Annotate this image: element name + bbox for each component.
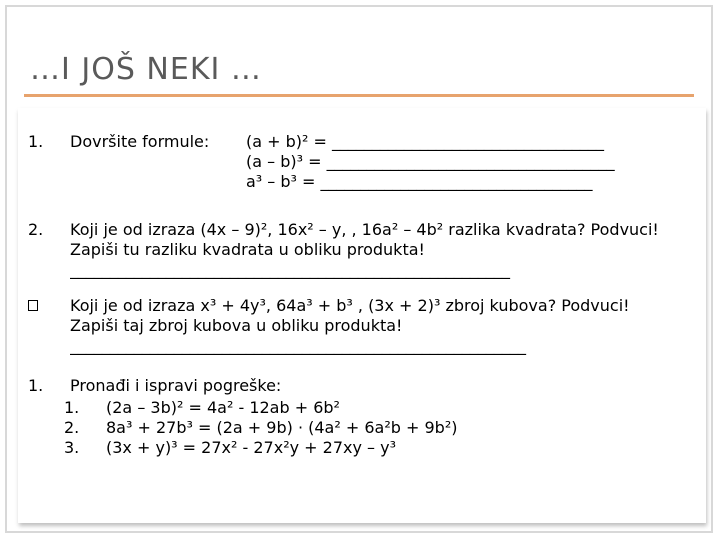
item-number: 1. — [28, 376, 44, 395]
item-body — [70, 296, 700, 356]
task-item-1 — [18, 132, 706, 202]
formula-list — [246, 132, 615, 192]
formula-line: a³ – b³ = __________________________________ — [246, 172, 593, 191]
sub-text: (3x + y)³ = 27x² - 27x²y + 27xy – y³ — [106, 438, 396, 457]
item-text: Zapiši taj zbroj kubova u obliku produkta! — [70, 316, 403, 335]
box-icon — [28, 300, 38, 311]
list-item — [64, 418, 700, 438]
error-list — [64, 398, 700, 458]
formula-line: (a + b)² = __________________________________ — [246, 132, 605, 151]
item-text: Pronađi i ispravi pogreške: — [70, 376, 282, 395]
sub-text: (2a – 3b)² = 4a² - 12ab + 6b² — [106, 398, 340, 417]
item-body — [70, 220, 700, 280]
title-underline — [24, 94, 694, 97]
item-bullet — [28, 296, 58, 316]
content-panel — [18, 108, 706, 523]
sub-text: 8a³ + 27b³ = (2a + 9b) · (4a² + 6a²b + 9b²) — [106, 418, 458, 437]
sub-number: 1. — [64, 398, 80, 417]
sub-number: 2. — [64, 418, 80, 437]
slide-title: …I JOŠ NEKI … — [30, 52, 262, 87]
task-item-2 — [18, 220, 706, 282]
formula-line: (a – b)³ = ____________________________________ — [246, 152, 615, 171]
item-text: Koji je od izraza x³ + 4y³, 64a³ + b³ , (3x + 2)³ zbroj kubova? Podvuci! — [70, 296, 630, 315]
item-number: 1. — [28, 132, 44, 151]
answer-blank: _________________________________________________________ — [70, 336, 526, 355]
list-item — [64, 398, 700, 418]
task-item-4 — [18, 376, 706, 466]
item-text: Koji je od izraza (4x – 9)², 16x² – y, , 16a² – 4b² razlika kvadrata? Podvuci! — [70, 220, 659, 239]
item-body — [64, 376, 700, 458]
item-number: 2. — [28, 220, 44, 239]
item-label: Dovršite formule: — [70, 132, 210, 151]
sub-number: 3. — [64, 438, 80, 457]
answer-blank: _______________________________________________________ — [70, 260, 510, 279]
item-text: Zapiši tu razliku kvadrata u obliku produkta! — [70, 240, 425, 259]
list-item — [64, 438, 700, 458]
task-item-3 — [18, 296, 706, 358]
